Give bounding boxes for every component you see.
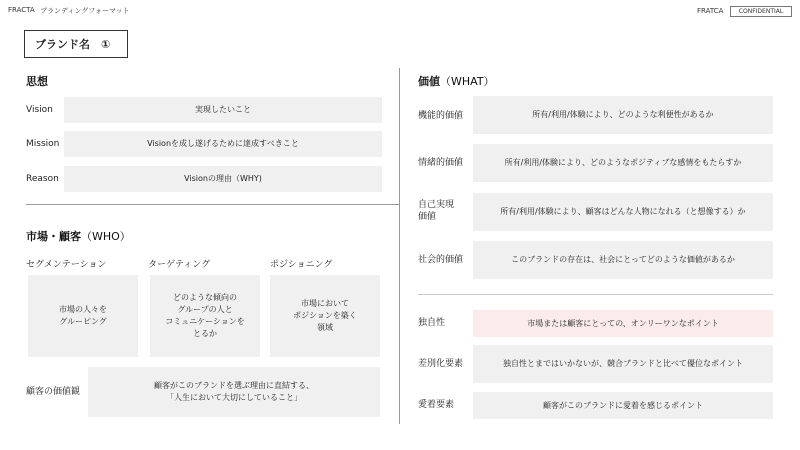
targeting-label: ターゲティング xyxy=(148,260,211,270)
attachment-label: 愛着要素 xyxy=(418,400,455,410)
header-brand: FRACTA xyxy=(8,6,35,14)
self-actualization-box: 所有/利用/体験により、顧客はどんな人物になれる（と想像する）か xyxy=(473,193,773,231)
left-divider xyxy=(26,204,400,205)
confidential-badge: CONFIDENTIAL xyxy=(730,6,792,17)
market-heading-paren: （WHO） xyxy=(81,230,131,243)
market-heading xyxy=(26,228,131,244)
uniqueness-box: 市場または顧客にとっての、オンリーワンなポイント xyxy=(473,310,773,337)
header-right-brand: FRATCA xyxy=(697,7,724,15)
center-divider xyxy=(399,68,400,424)
market-heading-main: 市場・顧客 xyxy=(26,230,81,243)
header-format-name: ブランディングフォーマット xyxy=(40,7,130,15)
social-value-box: このブランドの存在は、社会にとってどのような価値があるか xyxy=(473,241,773,279)
differentiation-box: 独自性とまではいかないが、競合ブランドと比べて優位なポイント xyxy=(473,345,773,383)
mission-value: Visionを成し遂げるために達成すべきこと xyxy=(64,131,382,157)
segmentation-label: セグメンテーション xyxy=(26,260,107,270)
targeting-value: どのような傾向の グループの人と コミュニケーションを とるか xyxy=(150,275,260,357)
value-heading-main: 価値 xyxy=(418,75,440,88)
emotional-value-label: 情緒的価値 xyxy=(418,158,464,168)
differentiation-label: 差別化要素 xyxy=(418,359,464,369)
customer-value-box: 顧客がこのブランドを選ぶ理由に直結する、 「人生において大切にしていること」 xyxy=(88,367,380,417)
functional-value-label: 機能的価値 xyxy=(418,111,464,121)
positioning-value: 市場において ポジションを築く 領域 xyxy=(270,275,380,357)
thought-heading: 思想 xyxy=(26,75,48,88)
segmentation-value: 市場の人々を グルーピング xyxy=(28,275,138,357)
right-divider xyxy=(418,294,773,295)
mission-label: Mission xyxy=(26,139,60,149)
self-actualization-label: 自己実現 価値 xyxy=(418,200,455,222)
customer-value-label: 顧客の価値観 xyxy=(26,387,81,397)
attachment-box: 顧客がこのブランドに愛着を感じるポイント xyxy=(473,392,773,419)
vision-label: Vision xyxy=(26,105,53,115)
social-value-label: 社会的価値 xyxy=(418,255,464,265)
uniqueness-label: 独自性 xyxy=(418,318,446,328)
vision-value: 実現したいこと xyxy=(64,97,382,123)
emotional-value-box: 所有/利用/体験により、どのようなポジティブな感情をもたらすか xyxy=(473,144,773,182)
page-title: ブランド名 ① xyxy=(24,30,128,58)
reason-value: Visionの理由（WHY) xyxy=(64,166,382,192)
value-heading-paren: （WHAT） xyxy=(440,75,495,88)
functional-value-box: 所有/利用/体験により、どのような利便性があるか xyxy=(473,96,773,134)
value-heading xyxy=(418,73,495,89)
reason-label: Reason xyxy=(26,174,59,184)
positioning-label: ポジショニング xyxy=(270,260,333,270)
